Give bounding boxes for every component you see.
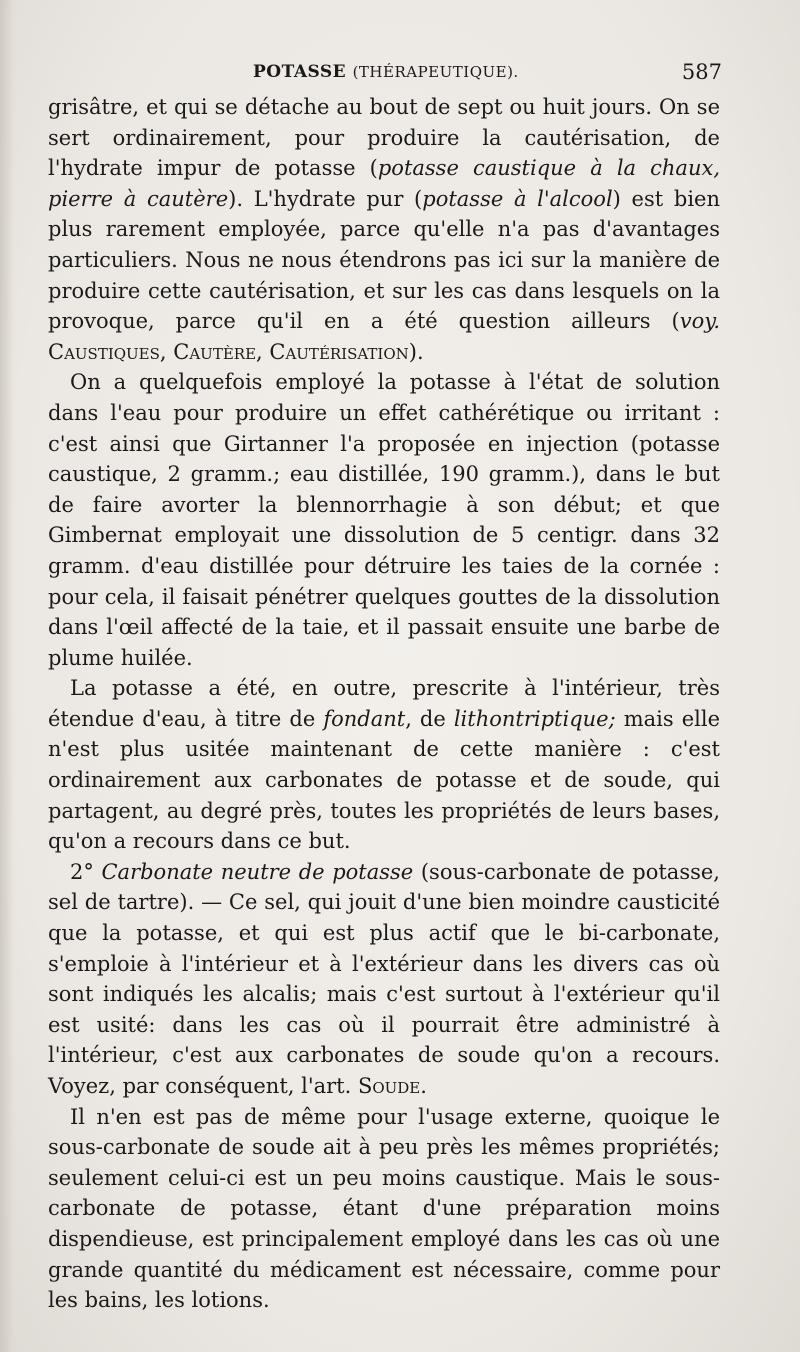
italic-segment: potasse à l'alcool xyxy=(422,186,613,211)
text-segment: . xyxy=(420,1074,427,1098)
paragraph xyxy=(48,857,720,1102)
paragraph xyxy=(48,673,720,857)
running-title xyxy=(253,62,519,82)
text-segment: On a quelquefois employé la potasse à l'état de solution dans l'eau pour produire un effet cathérétique ou irritant : c'est ainsi que Girtanner l'a proposée en injection (potasse caustique, 2 gramm.; eau distillée, 190 gramm.), dans le but de faire avorter la blennorrhagie à son début; et que Gimbernat employait une dissolution de 5 centigr. dans 32 gramm. d'eau distillée pour détruire les taies de la cornée : pour cela, il faisait pénétrer quelques gouttes de la dissolution dans l'œil affecté de la taie, et il passait ensuite une barbe de plume huilée. xyxy=(48,370,720,670)
small-caps-segment: Caustiques xyxy=(48,339,160,364)
text-segment: (sous-carbonate de potasse, sel de tartre). — Ce sel, qui jouit d'une bien moindre causticité que la potasse, et qui est plus actif que le bi-carbonate, s'emploie à l'intérieur et à l'extérieur dans les divers cas où sont indiqués les alcalis; mais c'est surtout à l'extérieur qu'il est usité: dans les cas où il pourrait être administré à l'intérieur, c'est aux carbonates de soude qu'on a recours. Voyez, par conséquent, l'art. xyxy=(48,859,720,1098)
text-segment: , xyxy=(256,339,270,364)
text-segment: , de xyxy=(405,706,454,731)
paragraph xyxy=(48,367,720,673)
italic-segment: lithontriptique; xyxy=(453,706,616,731)
italic-segment: Carbonate neutre de potasse xyxy=(101,859,414,884)
text-segment: , xyxy=(159,339,174,364)
page-number: 587 xyxy=(681,60,722,84)
italic-segment: fondant xyxy=(323,706,406,731)
paragraph xyxy=(48,92,720,367)
small-caps-segment: Cautérisation xyxy=(269,339,409,364)
text-segment: ) est bien plus rarement employée, parce qu'elle n'a pas d'avantages particuliers. Nous ne nous étendrons pas ici sur la manière de produire cette cautérisation, et sur les cas dans lesquels on la provoque, parce qu'il en a été question ailleurs ( xyxy=(48,186,720,334)
small-caps-segment: Cautère xyxy=(173,339,257,364)
page-binding-shadow xyxy=(0,0,14,1352)
running-title-main: POTASSE xyxy=(253,62,347,82)
text-segment: ). L'hydrate pur ( xyxy=(228,186,423,211)
body-text xyxy=(48,92,720,1316)
text-segment: ). xyxy=(408,339,424,364)
small-caps-segment: Soude xyxy=(357,1074,421,1098)
italic-segment: potasse caustique à la chaux, pierre à cautère xyxy=(48,156,720,211)
italic-segment: voy. xyxy=(679,309,720,334)
paragraph xyxy=(48,1102,720,1316)
text-segment: grisâtre, et qui se détache au bout de sept ou huit jours. On se sert ordinairement, pour produire la cautérisation, de l'hydrate impur de potasse ( xyxy=(48,95,720,181)
running-title-sub: (THÉRAPEUTIQUE). xyxy=(352,63,519,81)
running-header xyxy=(48,60,720,88)
text-segment: Il n'en est pas de même pour l'usage externe, quoique le sous-carbonate de soude ait à peu près les mêmes propriétés; seulement celui-ci est un peu moins caustique. Mais le sous-carbonate de potasse, étant d'une préparation moins dispendieuse, est principalement employé dans les cas où une grande quantité du médicament est nécessaire, comme pour les bains, les lotions. xyxy=(48,1104,720,1313)
text-segment: 2° xyxy=(70,859,102,884)
text-segment: La potasse a été, en outre, prescrite à l'intérieur, très étendue d'eau, à titre de xyxy=(48,676,720,731)
text-segment: mais elle n'est plus usitée maintenant de cette manière : c'est ordinairement aux carbonates de potasse et de soude, qui partagent, au degré près, toutes les propriétés de leurs bases, qu'on a recours dans ce but. xyxy=(48,706,720,854)
